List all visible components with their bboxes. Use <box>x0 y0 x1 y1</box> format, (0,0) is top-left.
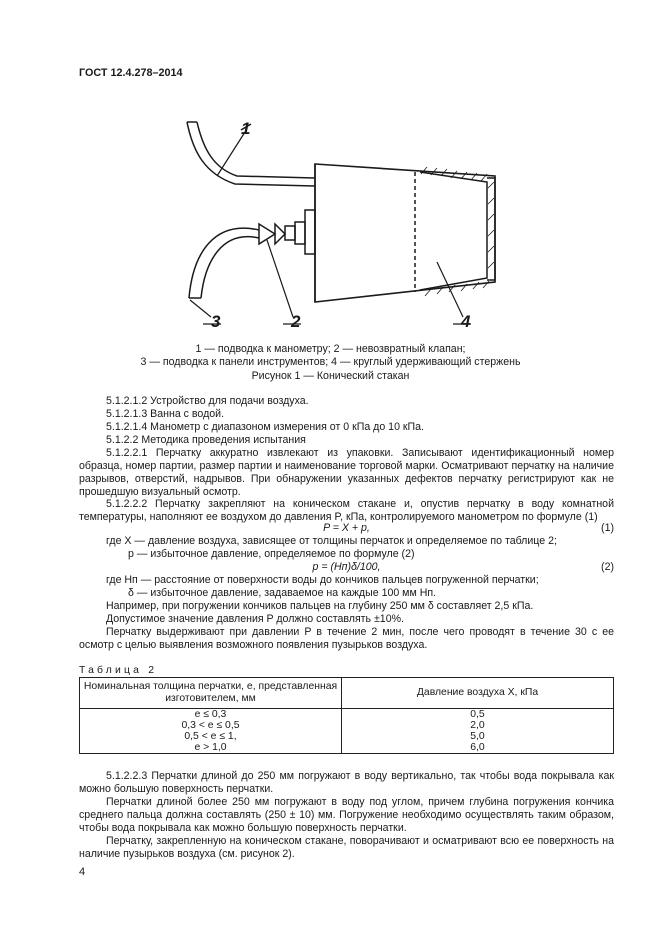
where-line-1: где X — давление воздуха, зависящее от толщины перчаток и определяемое по таблице 2; <box>106 535 557 547</box>
where-line-4: δ — избыточное давление, задаваемое на каждые 100 мм Hп. <box>128 587 437 599</box>
formula-2-number: (2) <box>601 561 614 573</box>
figure-label-2: 2 <box>291 312 301 331</box>
figure-legend-line2: 3 — подводка к панели инструментов; 4 — круглый удерживающий стержень <box>140 356 521 368</box>
table-cell: 6,0 <box>342 742 614 754</box>
where-line-3: где Hп — расстояние от поверхности воды до кончиков пальцев погруженной перчатки; <box>106 574 539 586</box>
paragraph-5-1-2-2-3: 5.1.2.2.3 Перчатки длиной до 250 мм погружают в воду вертикально, так чтобы вода покрывала как можно большую поверхность перчатки. <box>79 770 614 795</box>
paragraph-5-1-2-2-2: 5.1.2.2.2 Перчатку закрепляют на коническом стакане и, опустив перчатку в воду комнатной температуры, наполняют ее воздухом до давления P, кПа, контролируемого манометром по формуле (1) <box>79 498 614 523</box>
figure-label-1: 1 <box>241 119 251 138</box>
where-line-2: p — избыточное давление, определяемое по формуле (2) <box>128 548 415 560</box>
section-5-1-2-2: 5.1.2.2 Методика проведения испытания <box>106 434 306 446</box>
paragraph-hold-time: Перчатку выдерживают при давлении P в течение 2 мин, после чего проводят в течение 30 с ее осмотр с целью выявления возможного появления пузырьков воздуха. <box>79 626 614 651</box>
table-header-pressure: Давление воздуха X, кПа <box>342 678 614 709</box>
item-5-1-2-1-4: 5.1.2.1.4 Манометр с диапазоном измерения от 0 кПа до 10 кПа. <box>106 421 424 433</box>
table-cell: 0,5 <box>342 709 614 721</box>
table-cell: е ≤ 0,3 <box>80 709 342 721</box>
page-number: 4 <box>79 866 86 878</box>
table-cell: 2,0 <box>342 720 614 731</box>
table-caption: Таблица 2 <box>79 665 158 676</box>
paragraph-angle-immersion: Перчатки длиной более 250 мм погружают в воду под углом, причем глубина погружения кончика среднего пальца должна составлять (250 ± 10) мм. Погружение необходимо осуществлять таким образом, чтобы вода покрывала как можно большую поверхность перчатки. <box>79 796 614 834</box>
conical-cup-figure <box>175 112 515 337</box>
table-row <box>80 742 614 754</box>
figure-label-3: 3 <box>211 312 221 331</box>
table-cell: 0,3 < е ≤ 0,5 <box>80 720 342 731</box>
table-cell: 5,0 <box>342 731 614 742</box>
item-5-1-2-1-2: 5.1.2.1.2 Устройство для подачи воздуха. <box>106 395 309 407</box>
formula-2: p = (Hп)δ/100, <box>312 561 381 573</box>
paragraph-rotate-inspect: Перчатку, закрепленную на коническом стакане, поворачивают и осматривают всю ее поверхность на наличие пузырьков воздуха (см. рисунок 2). <box>79 835 614 860</box>
table-header-thickness: Номинальная толщина перчатки, е, представленная изготовителем, мм <box>80 678 342 709</box>
table-row <box>80 731 614 742</box>
formula-1-number: (1) <box>601 522 614 534</box>
figure-legend-line1: 1 — подводка к манометру; 2 — невозвратный клапан; <box>195 343 466 355</box>
figure-label-4: 4 <box>461 312 471 331</box>
figure-caption: Рисунок 1 — Конический стакан <box>251 370 410 382</box>
document-header: ГОСТ 12.4.278–2014 <box>79 67 183 79</box>
item-5-1-2-1-3: 5.1.2.1.3 Ванна с водой. <box>106 408 225 420</box>
paragraph-5-1-2-2-1: 5.1.2.2.1 Перчатку аккуратно извлекают из упаковки. Записывают идентификационный номер образца, номер партии, размер партии и наименование торговой марки. Осматривают перчатку на наличие разрывов, отверстий, надрывов. При обнаружении указанных дефектов перчатку регистрируют как не прошедшую визуальный осмотр. <box>79 447 614 498</box>
table-cell: е > 1,0 <box>80 742 342 754</box>
example-line: Например, при погружении кончиков пальцев на глубину 250 мм δ составляет 2,5 кПа. <box>106 600 534 612</box>
table-row <box>80 720 614 731</box>
pressure-table <box>79 677 614 754</box>
formula-1: P = X + p, <box>323 522 370 534</box>
table-row <box>80 709 614 721</box>
tolerance-line: Допустимое значение давления P должно составлять ±10%. <box>106 613 404 625</box>
table-cell: 0,5 < е ≤ 1, <box>80 731 342 742</box>
